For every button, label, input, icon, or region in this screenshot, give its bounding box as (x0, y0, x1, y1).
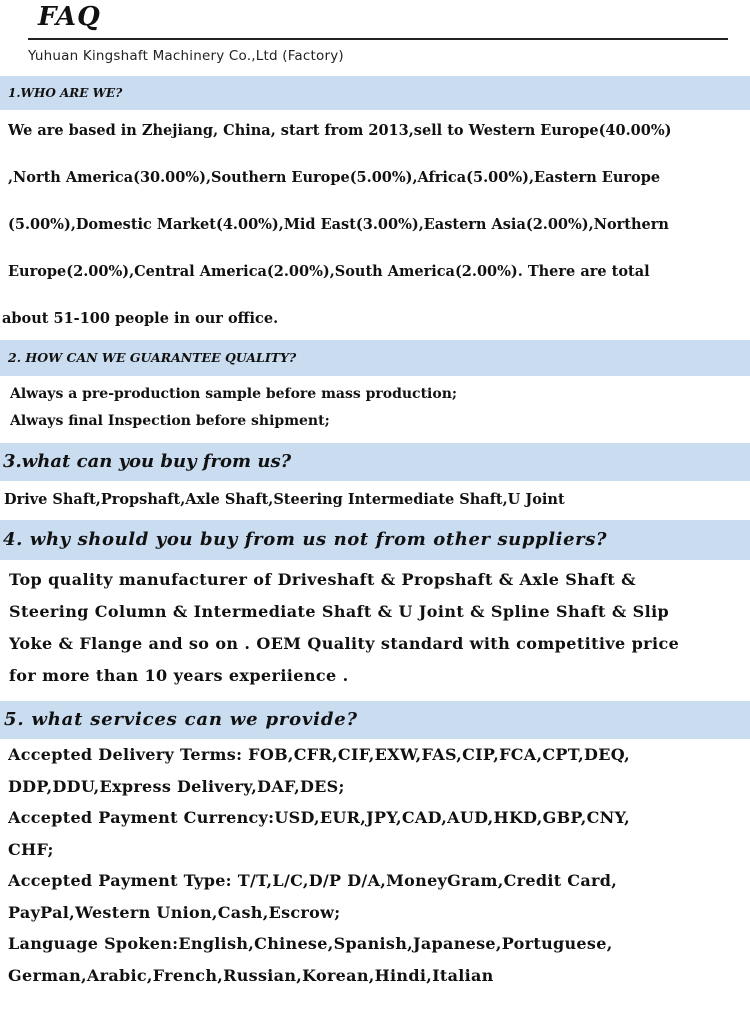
company-subtitle: Yuhuan Kingshaft Machinery Co.,Ltd (Factory) (28, 48, 344, 64)
faq-answer-5-line-1: Accepted Delivery Terms: FOB,CFR,CIF,EXW,FAS,CIP,FCA,CPT,DEQ, (8, 745, 631, 764)
faq-answer-5-line-2: DDP,DDU,Express Delivery,DAF,DES; (8, 777, 345, 796)
faq-answer-5-line-8: German,Arabic,French,Russian,Korean,Hindi,Italian (8, 966, 494, 985)
faq-answer-1-line-1: We are based in Zhejiang, China, start from 2013,sell to Western Europe(40.00%) (8, 122, 672, 139)
faq-answer-3-line-1: Drive Shaft,Propshaft,Axle Shaft,Steering Intermediate Shaft,U Joint (4, 491, 565, 508)
faq-answer-2-line-2: Always final Inspection before shipment; (10, 413, 330, 429)
faq-answer-4-line-1: Top quality manufacturer of Driveshaft & Propshaft & Axle Shaft & (9, 570, 636, 589)
faq-answer-5-line-4: CHF; (8, 840, 54, 859)
faq-answer-4-line-4: for more than 10 years experiience . (9, 666, 349, 685)
faq-answer-4-line-2: Steering Column & Intermediate Shaft & U Joint & Spline Shaft & Slip (9, 602, 670, 621)
faq-answer-4-line-3: Yoke & Flange and so on . OEM Quality standard with competitive price (9, 634, 680, 653)
faq-answer-1-line-3: (5.00%),Domestic Market(4.00%),Mid East(3.00%),Eastern Asia(2.00%),Northern (8, 216, 669, 233)
faq-question-2: 2. HOW CAN WE GUARANTEE QUALITY? (0, 340, 750, 376)
faq-answer-1-line-2: ,North America(30.00%),Southern Europe(5.00%),Africa(5.00%),Eastern Europe (8, 169, 661, 186)
faq-answer-5-line-3: Accepted Payment Currency:USD,EUR,JPY,CAD,AUD,HKD,GBP,CNY, (8, 808, 631, 827)
faq-question-1: 1.WHO ARE WE? (0, 76, 750, 110)
faq-answer-1-line-5: about 51-100 people in our office. (2, 310, 279, 327)
faq-answer-5-line-7: Language Spoken:English,Chinese,Spanish,Japanese,Portuguese, (8, 934, 613, 953)
faq-answer-2-line-1: Always a pre-production sample before mass production; (10, 386, 458, 402)
faq-question-4: 4. why should you buy from us not from other suppliers? (0, 520, 750, 560)
faq-answer-5-line-5: Accepted Payment Type: T/T,L/C,D/P D/A,MoneyGram,Credit Card, (8, 871, 618, 890)
page-title: FAQ (38, 2, 101, 32)
title-divider (28, 38, 728, 40)
faq-question-5: 5. what services can we provide? (0, 701, 750, 739)
faq-answer-1-line-4: Europe(2.00%),Central America(2.00%),South America(2.00%). There are total (8, 263, 650, 280)
faq-answer-5-line-6: PayPal,Western Union,Cash,Escrow; (8, 903, 341, 922)
faq-question-3: 3.what can you buy from us? (0, 443, 750, 481)
